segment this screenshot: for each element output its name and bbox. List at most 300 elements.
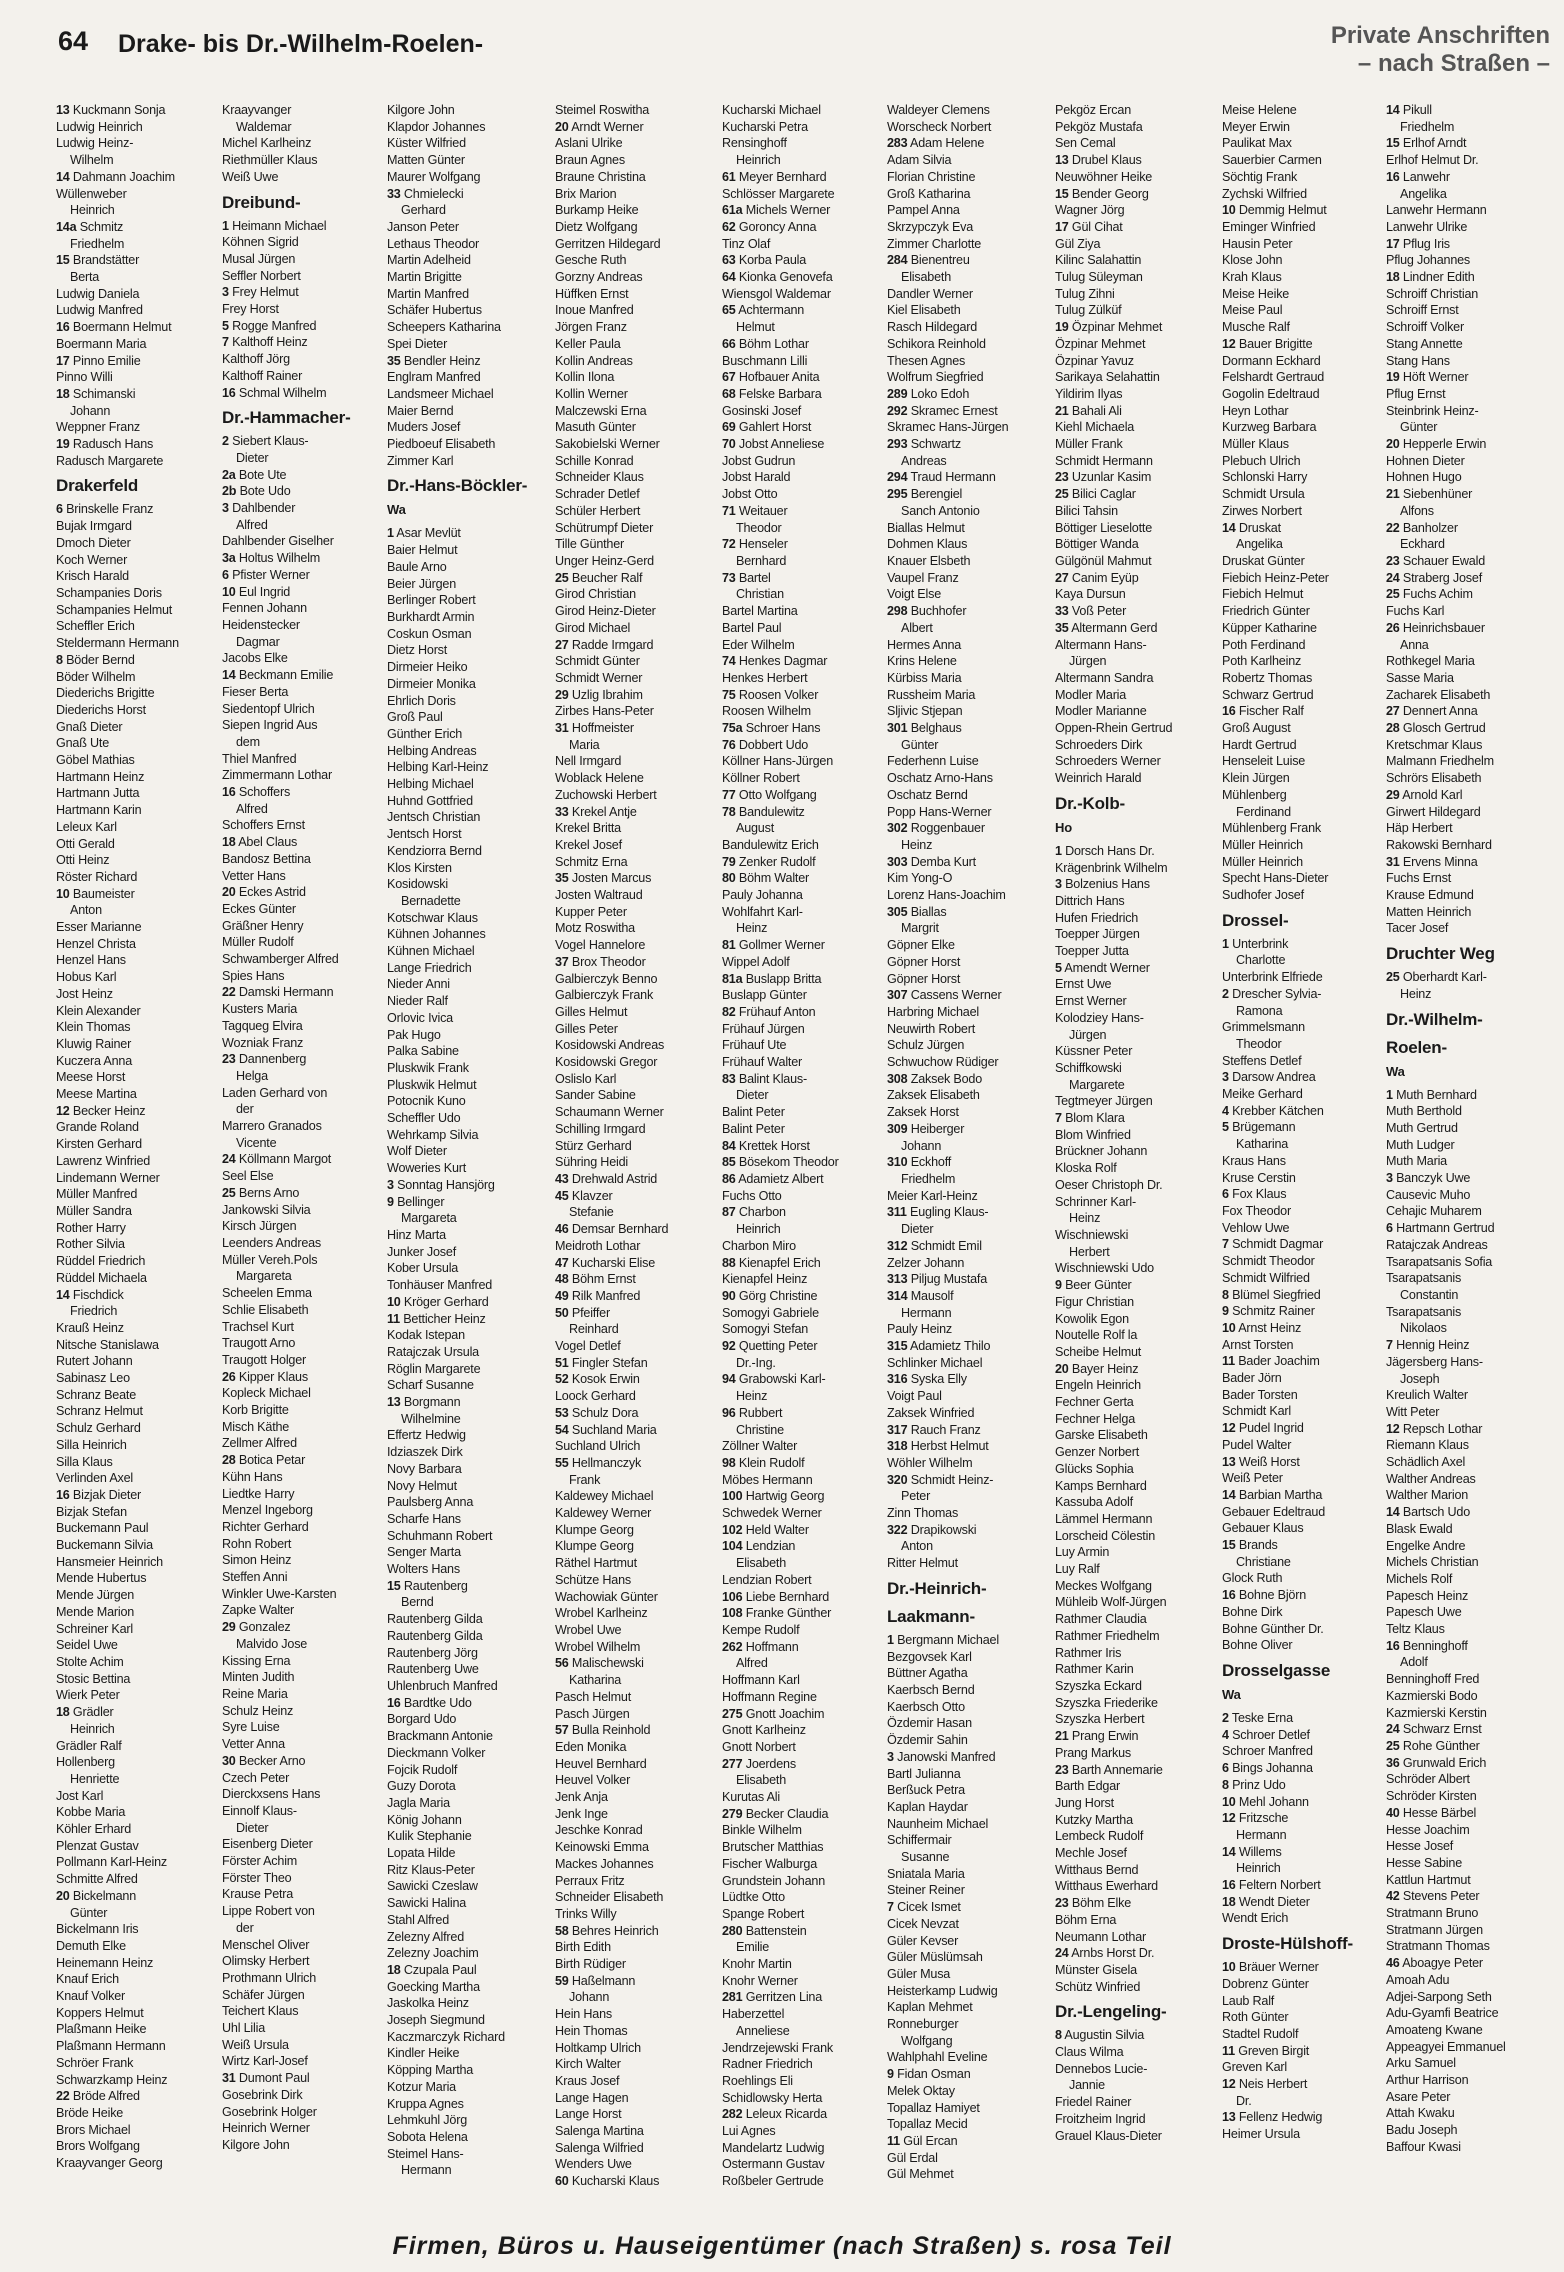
resident-entry: Wolf Dieter (387, 1144, 447, 1159)
resident-entry: Schneider Elisabeth (555, 1890, 664, 1905)
house-number: 61a (722, 203, 743, 218)
house-number: 81 (722, 938, 736, 953)
resident-entry: Diederichs Brigitte (56, 686, 155, 701)
house-number: 275 (722, 1706, 743, 1721)
resident-entry: Kassuba Adolf (1055, 1495, 1133, 1510)
resident-entry: Meier Karl-Heinz (887, 1188, 978, 1203)
resident-entry: Kluwig Rainer (56, 1036, 132, 1051)
resident-entry: Bader Torsten (1222, 1387, 1298, 1402)
directory-column-7 (1055, 102, 1215, 2144)
resident-entry: Unger Heinz-Gerd (555, 553, 654, 568)
resident-entry: Bujak Irmgard (56, 519, 132, 534)
resident-entry: 309 Heiberger (887, 1121, 965, 1136)
resident-entry: Bader Jörn (1222, 1371, 1282, 1386)
resident-entry: 31 Dumont Paul (222, 2071, 310, 2086)
house-number: 73 (722, 570, 736, 585)
resident-entry: Szyszka Friederike (1055, 1695, 1158, 1710)
resident-entry: Dirmeier Monika (387, 676, 476, 691)
resident-entry: 46 Aboagye Peter (1386, 1956, 1483, 1971)
resident-entry: Walther Marion (1386, 1488, 1469, 1503)
resident-entry: 20 Bickelmann (56, 1888, 137, 1903)
house-number: 322 (887, 1522, 908, 1537)
resident-entry: 85 Bösekom Theodor (722, 1155, 839, 1170)
resident-entry: 316 Syska Elly (887, 1372, 967, 1387)
resident-entry: Eden Monika (555, 1739, 627, 1754)
resident-entry: Gogolin Edeltraud (1222, 386, 1320, 401)
resident-entry: Federhenn Luise (887, 754, 979, 769)
resident-entry: Meckes Wolfgang (1055, 1578, 1152, 1593)
resident-entry: Richter Gerhard (222, 1519, 309, 1534)
resident-entry: Skramec Hans-Jürgen (887, 420, 1009, 435)
resident-entry: Scheelen Emma (222, 1286, 312, 1301)
resident-entry: 27 Dennert Anna (1386, 704, 1478, 719)
resident-entry: Schneider Klaus (555, 470, 644, 485)
resident-entry: Knohr Martin (722, 1957, 792, 1972)
resident-entry: Kühnen Michael (387, 944, 475, 959)
resident-entry: Marrero Granados (222, 1119, 322, 1134)
house-number: 15 (1386, 136, 1400, 151)
resident-entry: 56 Malischewski (555, 1656, 644, 1671)
resident-entry: Seidel Uwe (56, 1638, 118, 1653)
resident-entry: 77 Otto Wolfgang (722, 787, 817, 802)
resident-entry: Malczewski Erna (555, 403, 647, 418)
house-number: 35 (1055, 620, 1069, 635)
resident-entry: Modler Maria (1055, 687, 1127, 702)
resident-entry: Heinemann Heinz (56, 1955, 154, 1970)
resident-entry: Gosebrink Dirk (222, 2087, 303, 2102)
resident-entry: Johann (901, 1138, 942, 1153)
house-number: 24 (222, 1152, 236, 1167)
resident-entry: Riethmüller Klaus (222, 153, 318, 168)
resident-entry: Adolf (1400, 1655, 1428, 1670)
resident-entry: Maria (569, 737, 600, 752)
resident-entry: 13 Fellenz Hedwig (1222, 2110, 1323, 2125)
resident-entry: Wilhelmine (401, 1411, 461, 1426)
house-number: 37 (555, 954, 569, 969)
resident-entry: Rutert Johann (56, 1354, 133, 1369)
resident-entry: 52 Kosok Erwin (555, 1372, 640, 1387)
resident-entry: Tacer Josef (1386, 921, 1449, 936)
resident-entry: Sobota Helena (387, 2129, 468, 2144)
house-number: 40 (1386, 1805, 1400, 1820)
resident-entry: Tulug Zülküf (1055, 303, 1122, 318)
house-number: 10 (1222, 203, 1236, 218)
resident-entry: 4 Krebber Kätchen (1222, 1103, 1324, 1118)
resident-entry: 24 Arnbs Horst Dr. (1055, 1946, 1155, 1961)
resident-entry: Novy Helmut (387, 1478, 457, 1493)
resident-entry: Toepper Jutta (1055, 944, 1129, 959)
house-number: 61 (722, 169, 736, 184)
house-number: 52 (555, 1372, 569, 1387)
resident-entry: 61 Meyer Bernhard (722, 169, 827, 184)
resident-entry: Röster Richard (56, 869, 138, 884)
house-number: 317 (887, 1422, 908, 1437)
resident-entry: 282 Leleux Ricarda (722, 2107, 827, 2122)
resident-entry: 18 Abel Claus (222, 835, 298, 850)
resident-entry: 8 Böder Bernd (56, 652, 135, 667)
house-number: 12 (1222, 336, 1236, 351)
resident-entry: Muders Josef (387, 420, 461, 435)
resident-entry: Kucharski Michael (722, 103, 821, 117)
resident-entry: 7 Blom Klara (1055, 1111, 1125, 1126)
resident-entry: Pudel Walter (1222, 1437, 1292, 1452)
resident-entry: Oppen-Rhein Gertrud (1055, 721, 1173, 736)
resident-entry: Keller Paula (555, 336, 621, 351)
resident-entry: Margareta (401, 1211, 457, 1226)
resident-entry: 12 Pudel Ingrid (1222, 1421, 1304, 1436)
house-number: 31 (1386, 854, 1400, 869)
resident-entry: Wolfgang (901, 2033, 953, 2048)
resident-entry: Glock Ruth (1222, 1571, 1283, 1586)
resident-entry: Tsarapatsanis (1386, 1271, 1462, 1286)
resident-entry: Kiel Elisabeth (887, 303, 961, 318)
house-number: 71 (722, 503, 736, 518)
resident-entry: 62 Goroncy Anna (722, 219, 817, 234)
resident-entry: Hartmann Jutta (56, 786, 140, 801)
resident-entry: Henriette (70, 1771, 120, 1786)
resident-entry: Constantin (1400, 1288, 1459, 1302)
house-number: 11 (887, 2133, 900, 2148)
resident-entry: 15 Rautenberg (387, 1578, 468, 1593)
house-number: 20 (56, 1888, 70, 1903)
house-number: 12 (1222, 1421, 1236, 1436)
house-number: 46 (1386, 1956, 1400, 1971)
house-number: 8 (1222, 1777, 1229, 1792)
house-number: 75a (722, 721, 743, 736)
resident-entry: Kühnen Johannes (387, 927, 486, 942)
resident-entry: 10 Bräuer Werner (1222, 1960, 1319, 1975)
resident-entry: Friedrich Günter (1222, 604, 1310, 619)
resident-entry: 71 Weitauer (722, 503, 788, 518)
resident-entry: 303 Demba Kurt (887, 854, 976, 869)
resident-entry: 3a Holtus Wilhelm (222, 551, 321, 566)
resident-entry: Wischniewski (1055, 1228, 1129, 1242)
resident-entry: Birth Edith (555, 1940, 611, 1955)
resident-entry: Kucharski Petra (722, 119, 808, 134)
house-number: 68 (722, 386, 736, 401)
house-number: 8 (1222, 1287, 1229, 1302)
resident-entry: Paulsberg Anna (387, 1495, 474, 1510)
resident-entry: Klein Alexander (56, 1003, 141, 1018)
resident-entry: Kreulich Walter (1386, 1388, 1468, 1403)
house-number: 102 (722, 1522, 743, 1537)
resident-entry: 10 Eul Ingrid (222, 584, 291, 599)
resident-entry: 1 Dorsch Hans Dr. (1055, 843, 1155, 858)
resident-entry: Heidenstecker (222, 617, 300, 632)
resident-entry: Schampanies Doris (56, 585, 162, 600)
resident-entry: Gül Erdal (887, 2150, 938, 2165)
resident-entry: Kaerbsch Bernd (887, 1682, 975, 1697)
resident-entry: Claus Wilma (1055, 2045, 1124, 2060)
house-number: 10 (387, 1294, 401, 1309)
resident-entry: 9 Schmitz Rainer (1222, 1304, 1315, 1319)
resident-entry: Muth Gertrud (1386, 1120, 1458, 1135)
resident-entry: Burkhardt Armin (387, 609, 475, 624)
house-number: 13 (1055, 153, 1069, 168)
resident-entry: Brors Michael (56, 2122, 131, 2137)
resident-entry: Seffler Norbert (222, 268, 301, 283)
resident-entry: Fox Theodor (1222, 1204, 1291, 1218)
resident-entry: Wahlphahl Eveline (887, 2050, 988, 2065)
resident-entry: 16 Schmal Wilhelm (222, 385, 327, 400)
resident-entry: 7 Cicek Ismet (887, 1900, 961, 1915)
house-number: 19 (1386, 370, 1400, 385)
resident-entry: 16 Feltern Norbert (1222, 1878, 1321, 1893)
resident-entry: Czech Peter (222, 1770, 290, 1785)
resident-entry: Radusch Margarete (56, 453, 164, 468)
resident-entry: Özpinar Mehmet (1055, 336, 1146, 351)
resident-entry: Zinn Thomas (887, 1506, 959, 1521)
resident-entry: Krause Petra (222, 1887, 294, 1902)
resident-entry: 74 Henkes Dagmar (722, 654, 828, 669)
resident-entry: Boermann Maria (56, 336, 147, 351)
house-number: 262 (722, 1639, 743, 1654)
house-number: 29 (555, 687, 569, 702)
resident-entry: 81 Gollmer Werner (722, 938, 825, 953)
resident-entry: Martin Manfred (387, 286, 469, 301)
resident-entry: Loock Gerhard (555, 1389, 636, 1404)
resident-entry: Kendziorra Bernd (387, 843, 482, 858)
resident-entry: Dieter (236, 1820, 269, 1835)
resident-entry: Stürz Gerhard (555, 1138, 632, 1153)
resident-entry: Tagqueg Elvira (222, 1018, 303, 1033)
resident-entry: Schoffers Ernst (222, 818, 305, 833)
resident-entry: Jagla Maria (387, 1795, 450, 1810)
resident-entry: Schroeders Werner (1055, 754, 1161, 769)
resident-entry: Naunheim Michael (887, 1816, 989, 1831)
resident-entry: Pasch Helmut (555, 1689, 631, 1704)
resident-entry: 16 Benninghoff (1386, 1638, 1468, 1653)
resident-entry: 24 Köllmann Margot (222, 1152, 332, 1167)
house-number: 6 (1222, 1187, 1229, 1202)
resident-entry: Müller Frank (1055, 437, 1123, 452)
house-number: 5 (222, 318, 229, 333)
resident-entry: Janson Peter (387, 219, 459, 234)
resident-entry: Klein Jürgen (1222, 771, 1290, 786)
resident-entry: Kosidowski (387, 877, 448, 892)
resident-entry: Rathmer Karin (1055, 1662, 1134, 1677)
resident-entry: 17 Pinno Emilie (56, 353, 141, 368)
resident-entry: Nieder Anni (387, 977, 450, 992)
resident-entry: 314 Mausolf (887, 1288, 954, 1303)
resident-entry: Häp Herbert (1386, 821, 1453, 836)
resident-entry: Müller Rudolf (222, 935, 294, 950)
resident-entry: 317 Rauch Franz (887, 1422, 981, 1437)
resident-entry: Kaplan Haydar (887, 1799, 968, 1814)
house-number: 96 (722, 1405, 736, 1420)
resident-entry: Zapke Walter (222, 1603, 295, 1618)
resident-entry: Özpinar Yavuz (1055, 353, 1134, 368)
resident-entry: 9 Beer Günter (1055, 1278, 1132, 1293)
resident-entry: 18 Czupala Paul (387, 1962, 477, 1977)
directory-column-5 (722, 102, 882, 2190)
resident-entry: Sawicki Czeslaw (387, 1879, 478, 1894)
resident-entry: 22 Damski Hermann (222, 985, 334, 1000)
resident-entry: Lawrenz Winfried (56, 1153, 151, 1168)
resident-entry: Potocnik Kuno (387, 1094, 466, 1109)
resident-entry: Mandelartz Ludwig (722, 2140, 825, 2155)
resident-entry: Josten Waltraud (555, 888, 643, 903)
house-number: 12 (56, 1103, 70, 1118)
resident-entry: 35 Altermann Gerd (1055, 620, 1158, 635)
resident-entry: Winkler Uwe-Karsten (222, 1586, 337, 1601)
house-number: 23 (1386, 553, 1400, 568)
resident-entry: Kraus Hans (1222, 1153, 1286, 1168)
house-number: 25 (1055, 487, 1069, 502)
house-number: 316 (887, 1372, 908, 1387)
house-number: 59 (555, 1973, 569, 1988)
house-number: 82 (722, 1004, 736, 1019)
resident-entry: Michels Rolf (1386, 1571, 1453, 1586)
resident-entry: Kilinc Salahattin (1055, 253, 1142, 268)
resident-entry: Rathmer Friedhelm (1055, 1628, 1160, 1643)
house-number: 25 (555, 570, 569, 585)
resident-entry: Helbing Karl-Heinz (387, 760, 489, 775)
resident-entry: Robertz Thomas (1222, 670, 1313, 685)
resident-entry: 29 Gonzalez (222, 1620, 291, 1635)
resident-entry: Riemann Klaus (1386, 1438, 1469, 1453)
house-number: 88 (722, 1255, 736, 1270)
resident-entry: Glücks Sophia (1055, 1461, 1134, 1476)
resident-entry: Nieder Ralf (387, 994, 448, 1009)
resident-entry: Mende Jürgen (56, 1588, 135, 1603)
resident-entry: Lopata Hilde (387, 1846, 456, 1861)
resident-entry: 292 Skramec Ernest (887, 403, 998, 418)
district-code: Ho (1055, 819, 1072, 835)
resident-entry: Alfred (236, 517, 268, 532)
resident-entry: Zelezny Alfred (387, 1929, 464, 1944)
resident-entry: Kazmierski Bodo (1386, 1688, 1478, 1703)
resident-entry: Heuvel Bernhard (555, 1756, 647, 1771)
resident-entry: Eder Wilhelm (722, 637, 795, 652)
resident-entry: Thiel Manfred (222, 751, 297, 766)
house-number: 25 (1386, 1738, 1400, 1753)
street-heading: Drosselgasse (1222, 1660, 1331, 1680)
resident-entry: Laub Ralf (1222, 1993, 1275, 2008)
resident-entry: Otti Heinz (56, 853, 110, 868)
resident-entry: Jung Horst (1055, 1795, 1114, 1810)
resident-entry: 67 Hofbauer Anita (722, 370, 820, 385)
resident-entry: Güler Kevser (887, 1933, 959, 1948)
house-number: 1 (887, 1632, 894, 1647)
resident-entry: Salenga Martina (555, 2124, 644, 2139)
resident-entry: Alfred (736, 1656, 768, 1671)
resident-entry: Maier Bernd (387, 403, 454, 418)
house-number: 48 (555, 1272, 569, 1287)
resident-entry: Pak Hugo (387, 1027, 441, 1042)
resident-entry: Knauf Erich (56, 1972, 119, 1987)
resident-entry: Förster Achim (222, 1854, 298, 1869)
resident-entry: Liedtke Harry (222, 1486, 295, 1501)
resident-entry: der (236, 1102, 254, 1117)
house-number: 65 (722, 303, 736, 318)
resident-entry: 313 Piljug Mustafa (887, 1272, 988, 1287)
street-heading: Dr.-Wilhelm- (1386, 1009, 1483, 1029)
resident-entry: 9 Fidan Osman (887, 2067, 971, 2082)
resident-entry: Heinrich (736, 153, 781, 168)
resident-entry: Adu-Gyamfi Beatrice (1386, 2006, 1499, 2021)
resident-entry: Ludwig Daniela (56, 286, 140, 301)
resident-entry: Vetter Anna (222, 1737, 285, 1752)
resident-entry: 13 Kuckmann Sonja (56, 103, 166, 117)
resident-entry: Steimel Roswitha (555, 103, 650, 117)
resident-entry: Perraux Fritz (555, 1873, 625, 1888)
resident-entry: 7 Hennig Heinz (1386, 1338, 1470, 1353)
house-number: 35 (555, 871, 569, 886)
house-number: 320 (887, 1472, 908, 1487)
resident-entry: Silla Heinrich (56, 1437, 127, 1452)
resident-entry: Schäfer Jürgen (222, 1987, 305, 2002)
resident-entry: 19 Özpinar Mehmet (1055, 320, 1163, 335)
resident-entry: Schütrumpf Dieter (555, 520, 654, 535)
resident-entry: Hermann (1236, 1827, 1287, 1842)
resident-entry: 280 Battenstein (722, 1923, 807, 1938)
resident-entry: 92 Quetting Peter (722, 1339, 818, 1354)
resident-entry: 73 Bartel (722, 570, 771, 585)
resident-entry: 3 Sonntag Hansjörg (387, 1177, 495, 1192)
resident-entry: Prang Markus (1055, 1745, 1131, 1760)
resident-entry: 10 Kröger Gerhard (387, 1294, 489, 1309)
resident-entry: Kaczmarczyk Richard (387, 2029, 505, 2044)
resident-entry: Scheffler Erich (56, 619, 135, 634)
house-number: 6 (222, 567, 229, 582)
resident-entry: 100 Hartwig Georg (722, 1489, 825, 1504)
resident-entry: 90 Görg Christine (722, 1288, 818, 1303)
footer-note: Firmen, Büros u. Hauseigentümer (nach Straßen) s. rosa Teil (392, 2232, 1172, 2260)
resident-entry: Angelika (1236, 537, 1283, 552)
resident-entry: Menschel Oliver (222, 1937, 310, 1952)
resident-entry: Rathmer Iris (1055, 1645, 1122, 1660)
resident-entry: Klumpe Georg (555, 1522, 634, 1537)
resident-entry: Sen Cemal (1055, 136, 1116, 151)
resident-entry: Schlösser Margarete (722, 186, 835, 201)
resident-entry: Kaldewey Werner (555, 1506, 652, 1521)
resident-entry: Arku Samuel (1386, 2056, 1456, 2071)
house-number: 3 (387, 1177, 394, 1192)
resident-entry: 2 Teske Erna (1222, 1710, 1293, 1725)
house-number: 92 (722, 1339, 736, 1354)
resident-entry: 46 Demsar Bernhard (555, 1222, 669, 1237)
resident-entry: Zaksek Horst (887, 1105, 959, 1120)
resident-entry: Ratajczak Andreas (1386, 1237, 1488, 1252)
resident-entry: 45 Klavzer (555, 1188, 613, 1203)
resident-entry: Jeschke Konrad (555, 1823, 643, 1838)
resident-entry: Friedhelm (70, 236, 125, 251)
resident-entry: Balint Peter (722, 1121, 785, 1136)
resident-entry: Kotschwar Klaus (387, 910, 478, 925)
resident-entry: Klumpe Georg (555, 1539, 634, 1554)
resident-entry: August (736, 821, 775, 836)
resident-entry: 42 Stevens Peter (1386, 1889, 1480, 1904)
resident-entry: 16 Schoffers (222, 785, 291, 800)
resident-entry: dem (236, 734, 260, 749)
resident-entry: Aslani Ulrike (555, 136, 623, 151)
resident-entry: Jobst Otto (722, 487, 778, 502)
resident-entry: Specht Hans-Dieter (1222, 871, 1329, 886)
resident-entry: 295 Berengiel (887, 487, 963, 502)
resident-entry: Schütze Hans (555, 1572, 632, 1587)
resident-entry: Jenk Anja (555, 1790, 608, 1805)
resident-entry: Sljivic Stjepan (887, 704, 963, 719)
resident-entry: 10 Demmig Helmut (1222, 203, 1327, 218)
resident-entry: 35 Josten Marcus (555, 871, 652, 886)
resident-entry: Pflug Johannes (1386, 253, 1471, 268)
resident-entry: Ferdinand (1236, 804, 1291, 819)
resident-entry: Pampel Anna (887, 203, 960, 218)
resident-entry: Altermann Sandra (1055, 670, 1154, 685)
resident-entry: 3 Bolzenius Hans (1055, 877, 1150, 892)
resident-entry: 6 Fox Klaus (1222, 1187, 1287, 1202)
